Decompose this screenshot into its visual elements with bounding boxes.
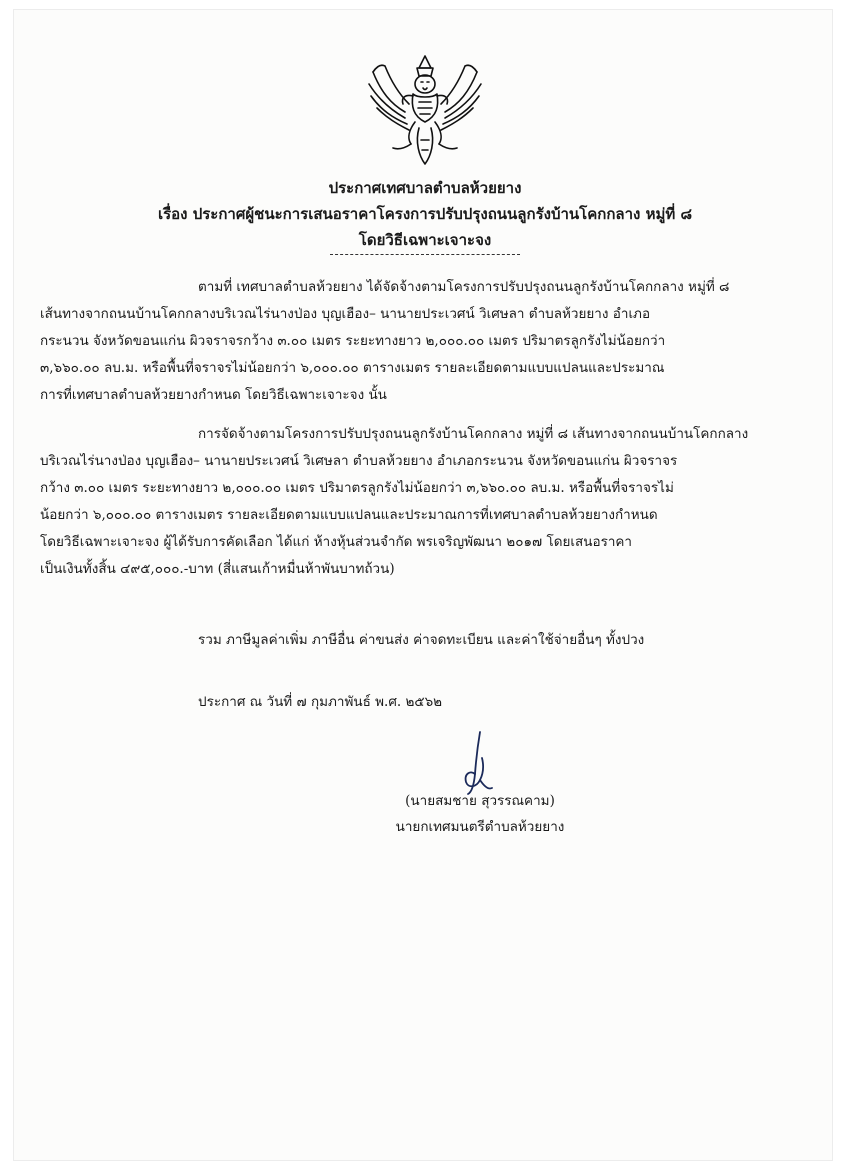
paragraph-line: การจัดจ้างตามโครงการปรับปรุงถนนลูกรังบ้านโคกกลาง หมู่ที่ ๘ เส้นทางจากถนนบ้านโคกกลาง	[198, 426, 749, 442]
paragraph-line: น้อยกว่า ๖,๐๐๐.๐๐ ตารางเมตร รายละเอียดตามแบบแปลนและประมาณการที่เทศบาลตำบลห้วยยางกำหนด	[40, 507, 658, 523]
announcement-date: ประกาศ ณ วันที่ ๗ กุมภาพันธ์ พ.ศ. ๒๕๖๒	[198, 694, 443, 710]
paragraph-line: กว้าง ๓.๐๐ เมตร ระยะทางยาว ๒,๐๐๐.๐๐ เมตร ปริมาตรลูกรังไม่น้อยกว่า ๓,๖๖๐.๐๐ ลบ.ม. หรือพื้นที่จราจรไม่	[40, 480, 674, 496]
announcement-subject: เรื่อง ประกาศผู้ชนะการเสนอราคาโครงการปรับปรุงถนนลูกรังบ้านโคกกลาง หมู่ที่ ๘	[157, 205, 693, 223]
paragraph-line: กระนวน จังหวัดขอนแก่น ผิวจราจรกว้าง ๓.๐๐ เมตร ระยะทางยาว ๒,๐๐๐.๐๐ เมตร ปริมาตรลูกรังไม่น้อยกว่า	[40, 333, 666, 349]
paragraph-line: เป็นเงินทั้งสิ้น ๔๙๕,๐๐๐.-บาท (สี่แสนเก้าหมื่นห้าพันบาทถ้วน)	[40, 561, 395, 577]
paragraph-award	[40, 421, 758, 583]
signatory-position: นายกเทศมนตรีตำบลห้วยยาง	[395, 819, 565, 835]
paragraph-line: การที่เทศบาลตำบลห้วยยางกำหนด โดยวิธีเฉพาะเจาะจง นั้น	[40, 387, 387, 403]
signatory-name: (นายสมชาย สุวรรณคาม)	[405, 793, 555, 809]
garuda-emblem-icon	[363, 52, 487, 170]
paragraph-background	[40, 274, 758, 409]
price-inclusion-note: รวม ภาษีมูลค่าเพิ่ม ภาษีอื่น ค่าขนส่ง ค่าจดทะเบียน และค่าใช้จ่ายอื่นๆ ทั้งปวง	[198, 632, 645, 648]
paragraph-line: บริเวณไร่นางป่อง บุญเฮือง– นานายประเวศน์ วิเศษลา ตำบลห้วยยาง อำเภอกระนวน จังหวัดขอนแก่น ผิวจราจร	[40, 453, 678, 469]
agency-title: ประกาศเทศบาลตำบลห้วยยาง	[328, 179, 522, 197]
paragraph-line: ตามที่ เทศบาลตำบลห้วยยาง ได้จัดจ้างตามโครงการปรับปรุงถนนลูกรังบ้านโคกกลาง หมู่ที่ ๘	[198, 279, 730, 295]
paragraph-line: ๓,๖๖๐.๐๐ ลบ.ม. หรือพื้นที่จราจรไม่น้อยกว่า ๖,๐๐๐.๐๐ ตารางเมตร รายละเอียดตามแบบแปลนและประมาณ	[40, 360, 665, 376]
header-divider	[330, 254, 520, 255]
paragraph-line: โดยวิธีเฉพาะเจาะจง ผู้ได้รับการคัดเลือก ได้แก่ ห้างหุ้นส่วนจำกัด พรเจริญพัฒนา ๒๐๑๗ โดยเสนอราคา	[40, 534, 633, 550]
procurement-method: โดยวิธีเฉพาะเจาะจง	[358, 231, 492, 249]
paragraph-line: เส้นทางจากถนนบ้านโคกกลางบริเวณไร่นางป่อง บุญเฮือง– นานายประเวศน์ วิเศษลา ตำบลห้วยยาง อำเภอ	[40, 306, 651, 322]
